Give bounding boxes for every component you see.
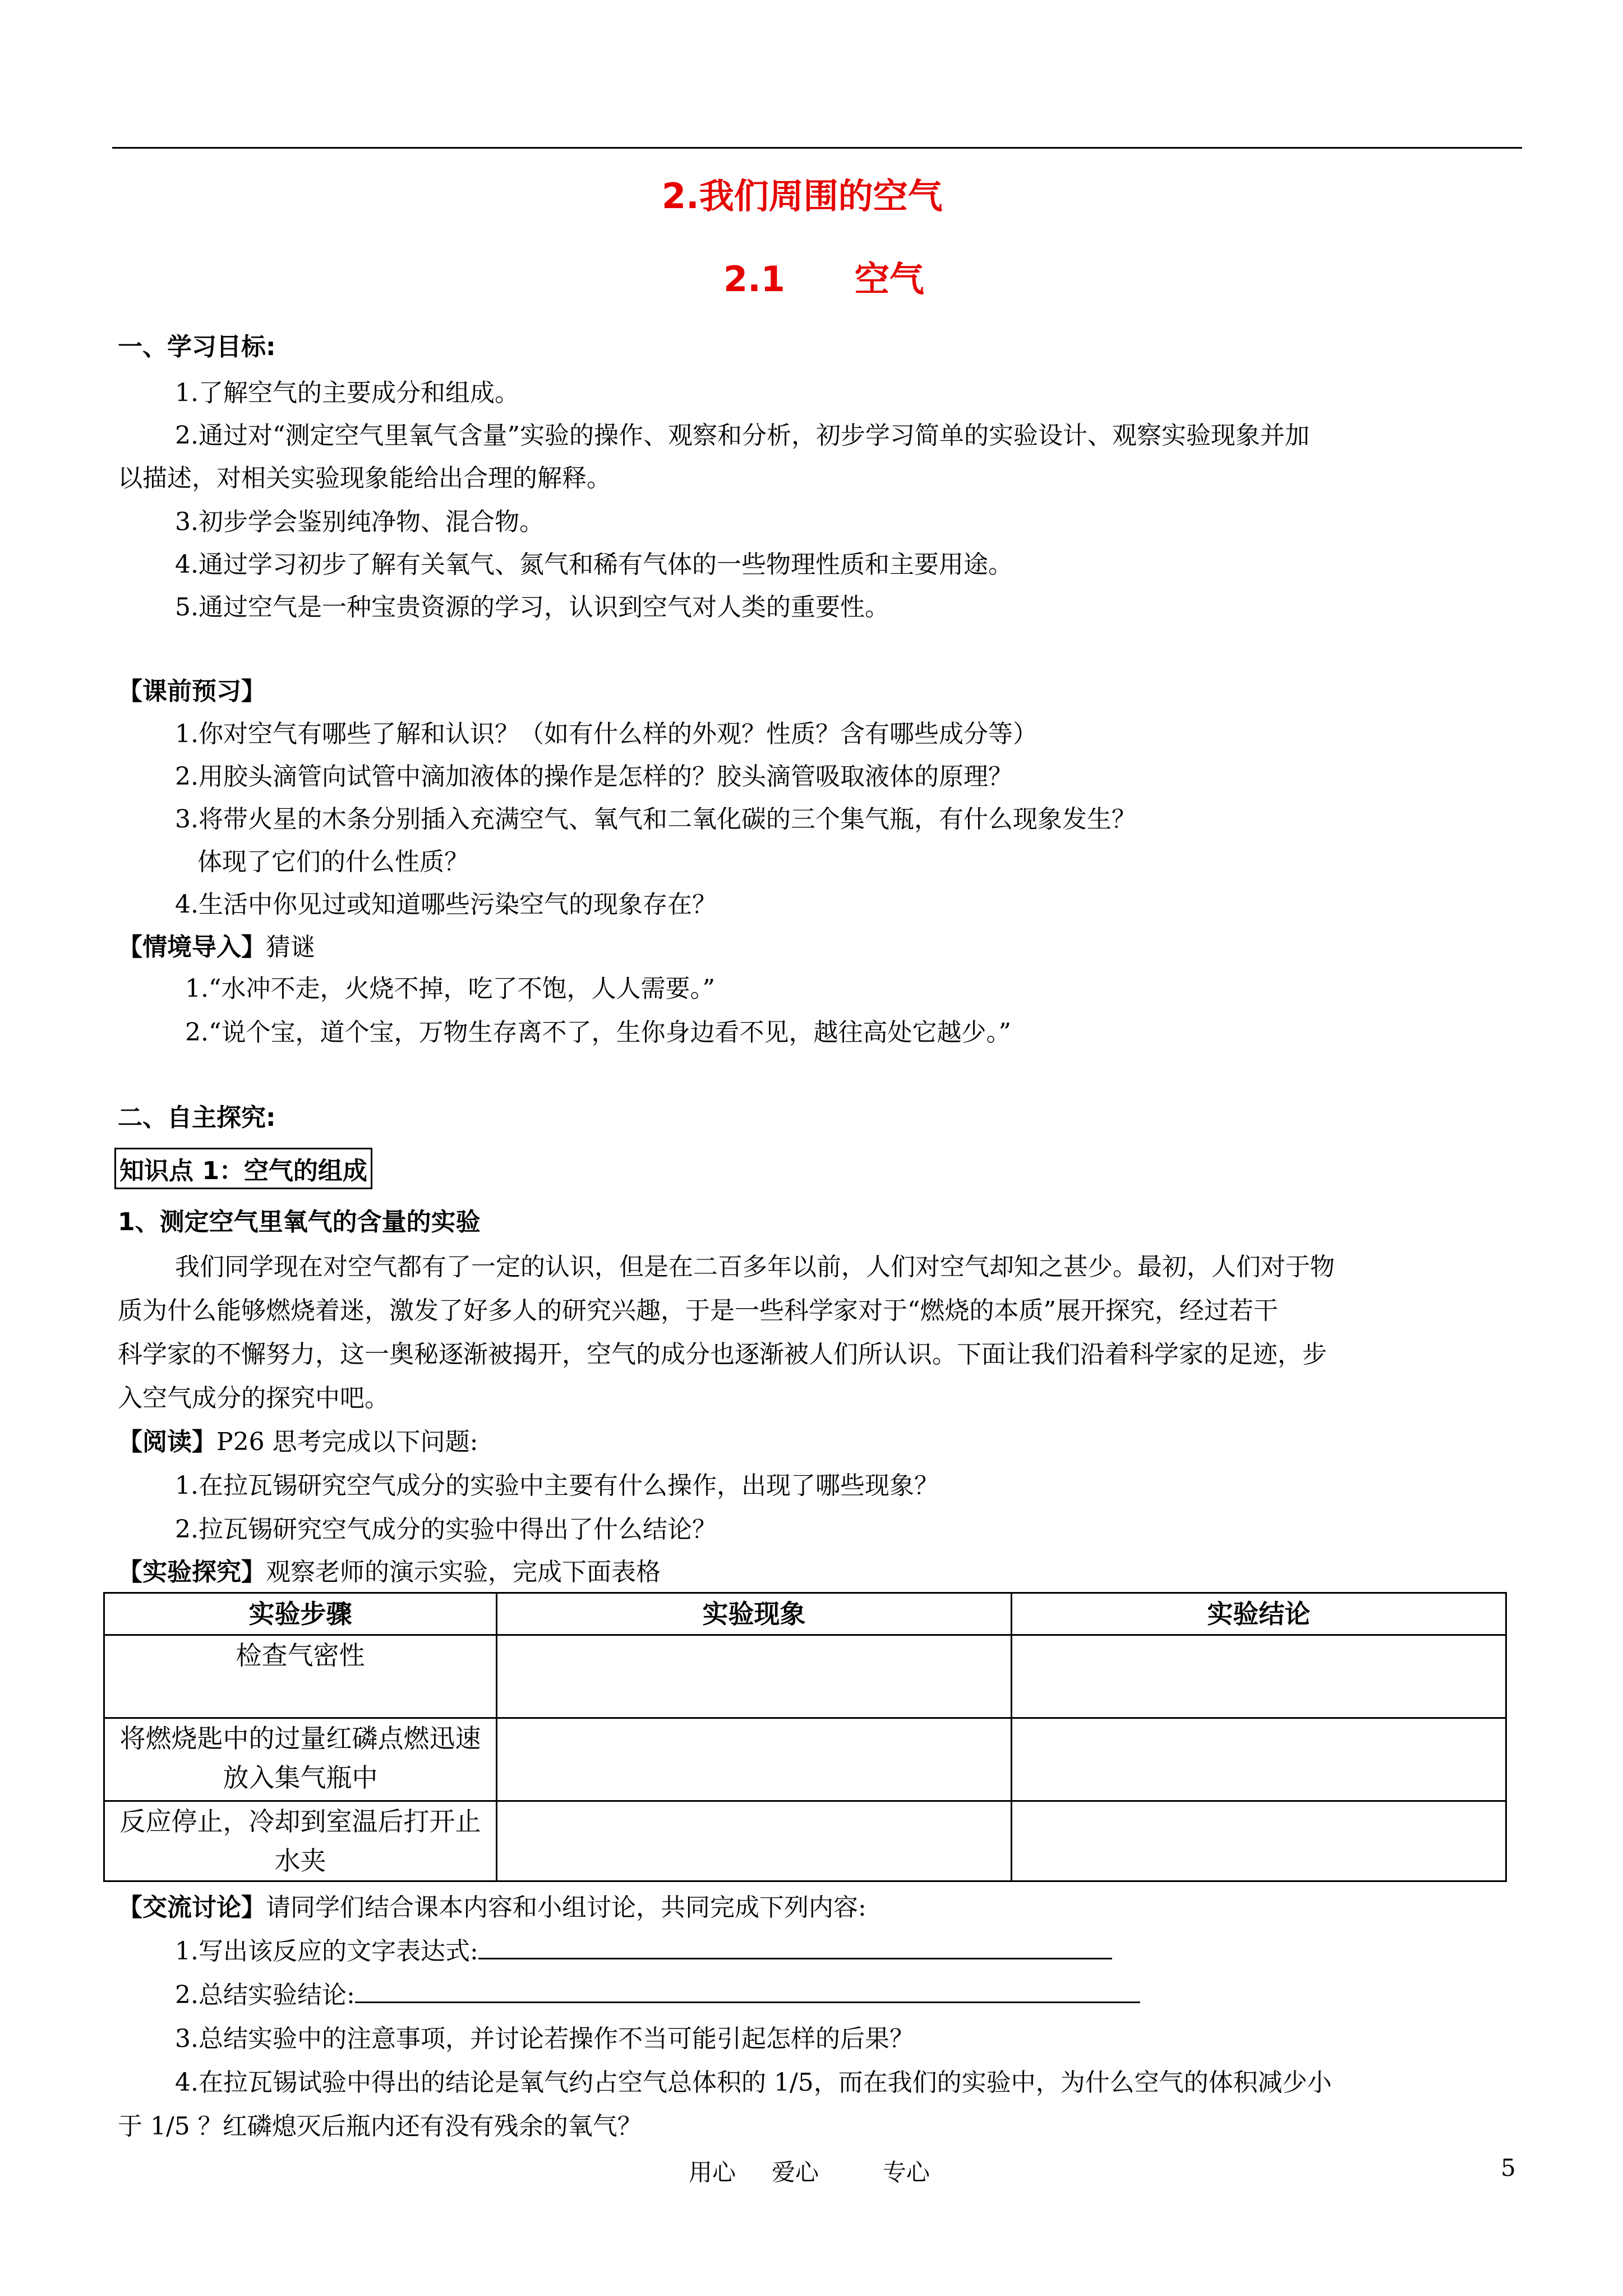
page-subtitle: 2.1 空气: [723, 259, 924, 300]
footer-motto: 用心: [689, 2159, 736, 2186]
goal-item: 5.通过空气是一种宝贵资源的学习，认识到空气对人类的重要性。: [175, 593, 889, 622]
exp-heading: 【实验探究】: [118, 1558, 266, 1586]
section-heading-goals: 一、学习目标:: [118, 333, 276, 361]
page-title: 2.我们周围的空气: [662, 176, 943, 217]
intro-line: 质为什么能够燃烧着迷，激发了好多人的研究兴趣，于是一些科学家对于“燃烧的本质”展开探究，经过若干: [118, 1296, 1278, 1325]
discuss-item: 4.在拉瓦锡试验中得出的结论是氧气约占空气总体积的 1/5，而在我们的实验中，为什么空气的体积减少小: [175, 2068, 1332, 2097]
scene-suffix: 猜谜: [266, 933, 315, 961]
discuss-item: 3.总结实验中的注意事项，并讨论若操作不当可能引起怎样的后果？: [175, 2024, 914, 2053]
page-number: 5: [1501, 2154, 1516, 2182]
table-cell: 反应停止，冷却到室温后打开止水夹: [104, 1801, 497, 1881]
table-cell: 检查气密性: [104, 1635, 497, 1718]
table-cell-blank[interactable]: [497, 1635, 1012, 1718]
riddle-item: 2.“说个宝，道个宝，万物生存离不了，生你身边看不见，越往高处它越少。”: [185, 1018, 1011, 1047]
preview-item: 2.用胶头滴管向试管中滴加液体的操作是怎样的？胶头滴管吸取液体的原理？: [175, 762, 1013, 791]
table-cell-blank[interactable]: [1012, 1635, 1506, 1718]
table-header: 实验现象: [497, 1593, 1012, 1635]
goal-item: 3.初步学会鉴别纯净物、混合物。: [175, 508, 544, 536]
experiment-table: [103, 1592, 1507, 1882]
footer-motto: 专心: [883, 2159, 930, 2186]
discuss-text: 请同学们结合课本内容和小组讨论，共同完成下列内容:: [266, 1893, 866, 1922]
table-cell-blank[interactable]: [497, 1718, 1012, 1801]
answer-blank-1[interactable]: [478, 1935, 1112, 1959]
footer-motto: 爱心: [772, 2159, 819, 2186]
read-line: [118, 1421, 478, 1457]
discuss-item: 2.总结实验结论:: [175, 1981, 355, 2009]
discuss-item-1-line: [175, 1931, 1112, 1967]
read-item: 2.拉瓦锡研究空气成分的实验中得出了什么结论？: [175, 1515, 717, 1544]
intro-line: 科学家的不懈努力，这一奥秘逐渐被揭开，空气的成分也逐渐被人们所认识。下面让我们沿着科学家的足迹，步: [118, 1340, 1327, 1369]
section-heading-explore: 二、自主探究:: [118, 1103, 276, 1132]
exp-line: [118, 1552, 661, 1588]
scene-heading: 【情境导入】: [118, 933, 266, 961]
scene-heading-line: [118, 927, 315, 963]
goal-item: 以描述，对相关实验现象能给出合理的解释。: [118, 464, 611, 493]
preview-item: 体现了它们的什么性质？: [197, 848, 469, 876]
table-cell: 将燃烧匙中的过量红磷点燃迅速放入集气瓶中: [104, 1718, 497, 1801]
read-item: 1.在拉瓦锡研究空气成分的实验中主要有什么操作，出现了哪些现象？: [175, 1471, 939, 1500]
table-cell-blank[interactable]: [497, 1801, 1012, 1881]
read-heading: 【阅读】: [118, 1428, 216, 1456]
table-row: [104, 1718, 1506, 1801]
discuss-heading: 【交流讨论】: [118, 1893, 266, 1922]
intro-line: 入空气成分的探究中吧。: [118, 1384, 389, 1412]
read-text: P26 思考完成以下问题:: [216, 1428, 478, 1456]
goal-item: 4.通过学习初步了解有关氧气、氮气和稀有气体的一些物理性质和主要用途。: [175, 550, 1013, 579]
goal-item: 2.通过对“测定空气里氧气含量”实验的操作、观察和分析，初步学习简单的实验设计、观察实验现象并加: [175, 421, 1310, 450]
table-header: 实验结论: [1012, 1593, 1506, 1635]
answer-blank-2[interactable]: [355, 1979, 1140, 2003]
table-row: [104, 1801, 1506, 1881]
goal-item: 1.了解空气的主要成分和组成。: [175, 379, 519, 407]
header-rule: [112, 147, 1522, 149]
preview-item: 3.将带火星的木条分别插入充满空气、氧气和二氧化碳的三个集气瓶，有什么现象发生？: [175, 805, 1136, 834]
preview-item: 4.生活中你见过或知道哪些污染空气的现象存在？: [175, 890, 717, 919]
knowledge-point-box: 知识点 1：空气的组成: [114, 1148, 372, 1189]
preview-heading: 【课前预习】: [118, 677, 266, 706]
table-row: [104, 1635, 1506, 1718]
sub-heading: 1、测定空气里氧气的含量的实验: [118, 1208, 481, 1236]
table-header-row: [104, 1593, 1506, 1635]
discuss-item-2-line: [175, 1975, 1140, 2010]
table-cell-blank[interactable]: [1012, 1801, 1506, 1881]
discuss-item: 1.写出该反应的文字表达式:: [175, 1937, 478, 1966]
discuss-item: 于 1/5 ？红磷熄灭后瓶内还有没有残余的氧气？: [118, 2112, 642, 2141]
riddle-item: 1.“水冲不走，火烧不掉，吃了不饱，人人需要。”: [185, 974, 715, 1003]
exp-text: 观察老师的演示实验，完成下面表格: [266, 1558, 661, 1586]
discuss-line: [118, 1887, 866, 1923]
table-header: 实验步骤: [104, 1593, 497, 1635]
table-cell-blank[interactable]: [1012, 1718, 1506, 1801]
intro-line: 我们同学现在对空气都有了一定的认识，但是在二百多年以前，人们对空气却知之甚少。最初，人们对于物: [175, 1253, 1335, 1281]
preview-item: 1.你对空气有哪些了解和认识？（如有什么样的外观？性质？含有哪些成分等）: [175, 720, 1038, 748]
